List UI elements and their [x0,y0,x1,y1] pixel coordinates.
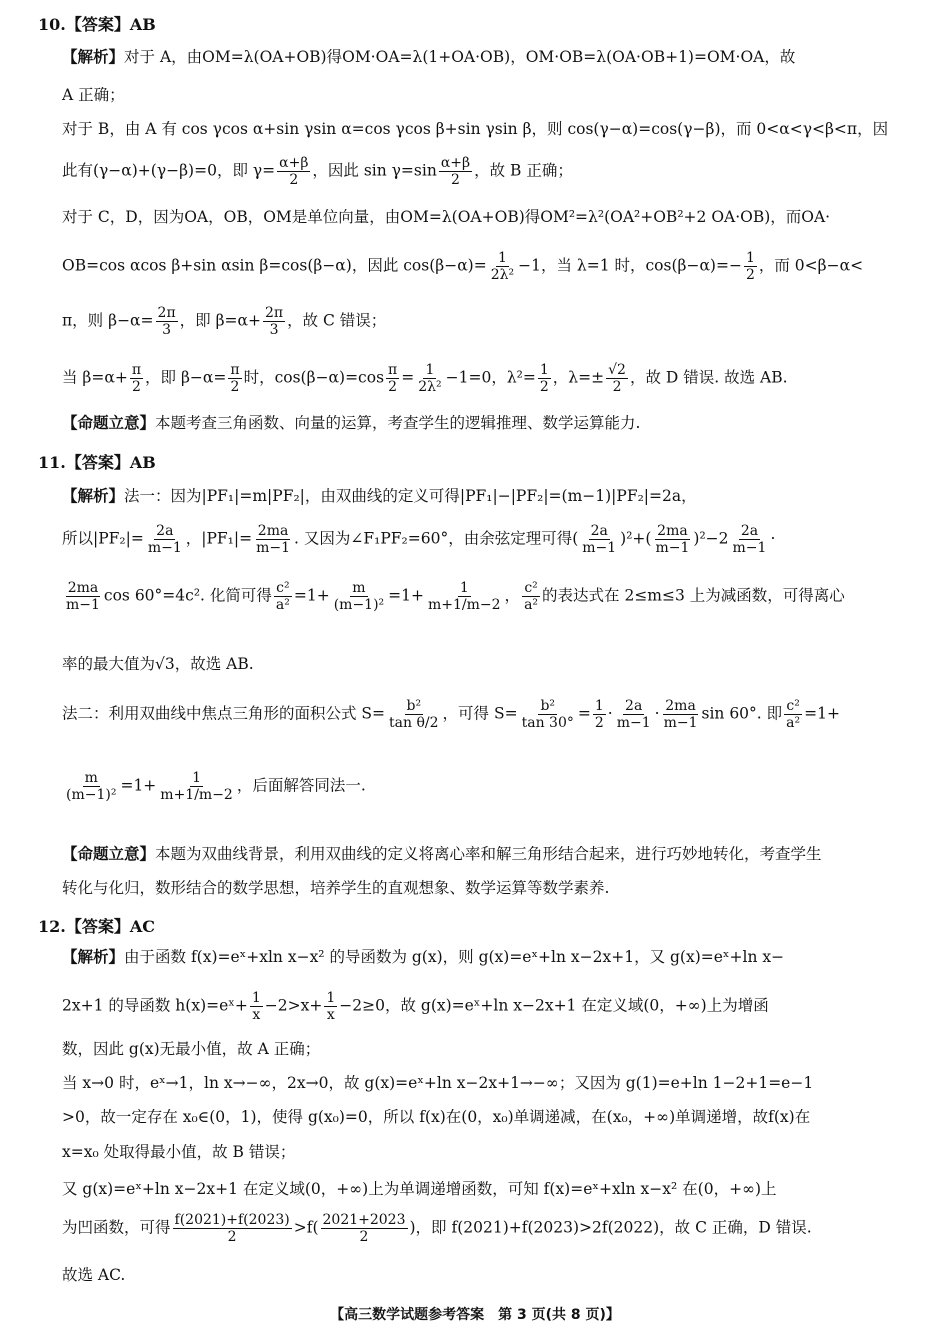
q10-text: ，故 D 错误. 故选 AB. [629,368,788,387]
q11-answer: AB [129,453,156,472]
frac-den: a² [275,597,290,614]
q10-line-1 [62,48,922,67]
frac [784,698,802,731]
q10-text: 此有(γ−α)+(γ−β)=0，即 γ= [62,161,276,180]
frac [324,990,337,1023]
q12-text: 2x+1 的导函数 h(x)=eˣ+ [62,996,248,1015]
q11-intent-2 [62,879,922,898]
frac-den: m−1 [582,540,617,557]
frac [653,523,691,556]
frac [580,523,618,556]
q10-line-5 [62,208,922,227]
q11-text: =1+ [804,704,840,723]
frac [332,580,386,613]
q10-text: 对于 B，由 A 有 cos γcos α+sin γsin α=cos γcos β+sin γsin β，则 cos(γ−α)=cos(γ−β)，而 0<α<γ<β<π，因 [62,120,889,138]
frac-den: a² [786,715,801,732]
q11-line-5 [62,698,922,731]
q10-line-6 [62,250,922,283]
frac-den: 2 [230,379,240,396]
frac [387,698,441,731]
q12-header [38,914,155,937]
frac [254,523,292,556]
frac-num: α+β [440,155,471,171]
frac [146,523,184,556]
q12-text: x=x₀ 处取得最小值，故 B 错误； [62,1143,296,1161]
frac-den: (m−1)² [333,597,385,614]
frac-num: 2ma [657,523,688,539]
frac-num: 1 [425,362,435,378]
frac [64,770,118,803]
q12-text: >f( [293,1218,319,1237]
q11-text: sin 60°. 即 [701,704,783,723]
q10-line-8 [62,362,922,395]
frac [156,305,178,338]
q12-line-5 [62,1108,922,1127]
frac [606,362,628,395]
q10-analysis-tag: 【解析】 [62,48,125,66]
frac-num: 1 [192,770,202,786]
frac [439,155,472,188]
frac-den: 2 [594,715,604,732]
frac-den: tan θ/2 [389,715,439,732]
frac-num: c² [276,580,290,596]
q12-text: 当 x→0 时，eˣ→1，ln x→−∞，2x→0，故 g(x)=eˣ+ln x−2x+1→−∞；又因为 g(1)=e+ln 1−2+1=e−1 [62,1074,814,1092]
frac-num: π [388,362,398,378]
q12-text: 故选 AC. [62,1266,126,1284]
q12-text: )，即 f(2021)+f(2023)>2f(2022)，故 C 正确，D 错误. [409,1218,812,1237]
frac-num: 1 [459,580,469,596]
frac-den: x [326,1007,335,1024]
frac-den: 2 [539,379,549,396]
q12-line-1 [62,948,922,967]
q10-text: ，即 β−α= [145,368,227,387]
q12-text: 由于函数 f(x)=eˣ+xln x−x² 的导函数为 g(x)，则 g(x)=eˣ+ln x−2x+1，又 g(x)=eˣ+ln x− [124,948,785,966]
frac [250,990,263,1023]
frac-den: 2 [289,172,299,189]
frac-num: π [131,362,142,378]
frac-den: m+1/m−2 [428,597,501,614]
q12-line-6 [62,1143,922,1162]
q11-text: =1+ [388,586,424,605]
q11-text: 法二：利用双曲线中焦点三角形的面积公式 S= [62,704,386,723]
q11-text: )²−2 [693,529,729,548]
q10-text: π，则 β−α= [62,311,154,330]
frac [520,698,576,731]
page-footer: 【高三数学试题参考答案 第 3 页(共 8 页)】 [330,1307,620,1323]
frac-den: m−1 [655,540,690,557]
q10-intent [62,414,922,433]
frac-num: 2021+2023 [322,1212,406,1228]
frac [522,580,540,613]
q11-text: =1+ [120,776,157,795]
frac [615,698,653,731]
frac-den: m−1 [256,540,291,557]
q10-intent-text: 本题考查三角函数、向量的运算，考查学生的逻辑推理、数学运算能力. [155,414,641,432]
q11-intent-text: 转化与化归，数形结合的数学思想，培养学生的直观想象、数学运算等数学素养. [62,879,610,897]
q10-text: ，故 C 错误； [287,311,387,330]
frac [173,1212,292,1245]
q11-intent-tag: 【命题立意】 [62,845,156,863]
q10-number: 10. [38,15,66,34]
frac-den: 3 [269,322,279,339]
q10-text: 当 β=α+ [62,368,128,387]
q11-line-1 [62,487,922,506]
q11-text: =1+ [293,586,330,605]
frac-num: f(2021)+f(2023) [174,1212,290,1228]
q10-text: −1，当 λ=1 时，cos(β−α)=− [518,256,742,275]
q10-answer-tag: 【答案】 [65,15,130,34]
frac-den: 2 [612,379,622,396]
q11-intent-1 [62,845,922,864]
frac-num: √2 [608,362,626,378]
frac-num: 2π [264,305,284,321]
q10-text: OB=cos αcos β+sin αsin β=cos(β−α)，因此 cos(β−α)= [62,256,487,275]
frac-num: 1 [497,250,507,266]
q10-line-3 [62,120,922,139]
q10-line-2 [62,86,922,105]
q12-line-3 [62,1040,922,1059]
q11-text: ，后面解答同法一. [236,776,366,795]
frac-num: 1 [251,990,261,1006]
frac [263,305,285,338]
frac [277,155,310,188]
q11-text: ， [504,586,521,605]
frac-num: 2a [740,523,759,539]
q12-analysis-tag: 【解析】 [62,948,125,966]
frac-num: 1 [745,250,755,266]
q12-answer-tag: 【答案】 [65,917,130,936]
q11-text: . 又因为∠F₁PF₂=60°，由余弦定理可得( [294,529,579,548]
q10-text: 对于 C，D，因为OA，OB，OM是单位向量，由OM=λ(OA+OB)得OM²=λ²(OA²+OB²+2 OA·OB)，而OA· [62,208,831,226]
frac-den: 2λ² [490,267,515,284]
frac-den: m−1 [616,715,651,732]
frac-den: 2λ² [418,379,442,396]
frac-num: m [84,770,98,786]
q11-text: 的表达式在 2≤m≤3 上为减函数，可得离心 [542,586,845,605]
q11-line-4 [62,655,922,674]
q11-analysis-tag: 【解析】 [62,487,125,505]
frac [593,698,606,731]
frac-num: c² [524,580,538,596]
q10-text: ，故 B 正确； [474,161,573,180]
q11-text: · [770,529,776,548]
frac-den: 2 [131,379,141,396]
q11-text: 所以|PF₂|= [62,529,144,548]
q12-text: >0，故一定存在 x₀∈(0，1)，使得 g(x₀)=0，所以 f(x)在(0，x₀)单调递减，在(x₀，+∞)单调递增，故f(x)在 [62,1108,811,1126]
q11-text: ，可得 S= [442,704,518,723]
frac-num: α+β [279,155,309,171]
q11-line-6 [62,770,922,803]
q10-text: 时，cos(β−α)=cos [243,368,385,387]
q11-text: ，|PF₁|= [185,529,253,548]
q11-text: cos 60°=4c². 化简可得 [103,586,272,605]
q10-text: ，即 β=α+ [179,311,261,330]
frac-num: π [230,362,240,378]
q10-text: ，而 0<β−α< [758,256,864,275]
frac [426,580,503,613]
q10-text: ，因此 sin γ=sin [312,161,437,180]
q12-text: 为凹函数，可得 [62,1218,171,1237]
frac-num: b² [540,698,556,714]
frac-num: b² [406,698,422,714]
q12-line-9 [62,1266,922,1285]
frac [744,250,757,283]
frac-den: (m−1)² [66,787,117,804]
q11-answer-tag: 【答案】 [65,453,130,472]
frac-den: m−1 [663,715,698,732]
q11-header [38,450,156,473]
q10-intent-tag: 【命题立意】 [62,414,156,432]
frac [538,362,551,395]
q12-text: 数，因此 g(x)无最小值，故 A 正确； [62,1040,321,1058]
frac-den: m−1 [732,540,767,557]
q10-line-4 [62,155,922,188]
frac-den: 2 [359,1229,369,1246]
q12-line-2 [62,990,922,1023]
frac-den: 3 [162,322,172,339]
frac-num: 2ma [257,523,289,539]
q11-line-2 [62,523,922,556]
frac-num: c² [786,698,800,714]
frac-den: m−1 [147,540,182,557]
frac-num: 1 [594,698,604,714]
frac-den: m−1 [66,597,100,614]
q12-number: 12. [38,917,66,936]
q10-answer: AB [129,15,156,34]
q12-answer: AC [129,917,156,936]
q12-line-7 [62,1180,922,1199]
q11-text: 率的最大值为√3，故选 AB. [62,655,254,673]
q10-header [38,12,156,35]
q12-text: −2>x+ [264,996,323,1015]
frac-den: m+1/m−2 [160,787,233,804]
frac-den: a² [524,597,539,614]
frac-den: 2 [745,267,755,284]
frac-num: 2a [156,523,174,539]
frac-num: 2ma [665,698,696,714]
frac [731,523,769,556]
frac [662,698,700,731]
frac [130,362,143,395]
frac [416,362,443,395]
frac-num: 2ma [67,580,99,596]
frac-den: tan 30° [521,715,574,732]
q11-text: 法一：因为|PF₁|=m|PF₂|，由双曲线的定义可得|PF₁|−|PF₂|=(m−1)|PF₂|=2a， [124,487,697,505]
q12-text: 又 g(x)=eˣ+ln x−2x+1 在定义域(0，+∞)上为单调递增函数，可知 f(x)=eˣ+xln x−x² 在(0，+∞)上 [62,1180,777,1198]
frac [321,1212,408,1245]
frac-num: 1 [539,362,549,378]
q12-text: −2≥0，故 g(x)=eˣ+ln x−2x+1 在定义域(0，+∞)上为增函 [339,996,769,1015]
frac [158,770,235,803]
frac-num: 2a [590,523,608,539]
q12-line-8 [62,1212,922,1245]
q11-text: · [607,704,613,723]
frac [64,580,102,613]
frac [489,250,516,283]
frac [386,362,399,395]
q11-line-3 [62,580,922,613]
q11-text: = [577,704,591,723]
q11-number: 11. [38,453,66,472]
frac-num: 2a [625,698,643,714]
q11-text: )²+( [620,529,652,548]
q11-intent-text: 本题为双曲线背景，利用双曲线的定义将离心率和解三角形结合起来，进行巧妙地转化，考查学生 [155,845,822,863]
frac-den: x [252,1007,261,1024]
frac-num: m [352,580,366,596]
q11-text: · [654,704,660,723]
frac-den: 2 [388,379,398,396]
q10-text: ，λ=± [552,368,605,387]
q10-text: = [401,368,415,387]
frac [228,362,241,395]
frac-num: 2π [157,305,176,321]
q10-text: A 正确； [62,86,125,104]
frac-den: 2 [451,172,460,189]
q10-text: 对于 A，由OM=λ(OA+OB)得OM·OA=λ(1+OA·OB)，OM·OB=λ(OA·OB+1)=OM·OA，故 [124,48,796,66]
frac-den: 2 [227,1229,237,1246]
q10-text: −1=0，λ²= [445,368,536,387]
frac-num: 1 [326,990,336,1006]
q12-line-4 [62,1074,922,1093]
frac [274,580,292,613]
q10-line-7 [62,305,922,338]
